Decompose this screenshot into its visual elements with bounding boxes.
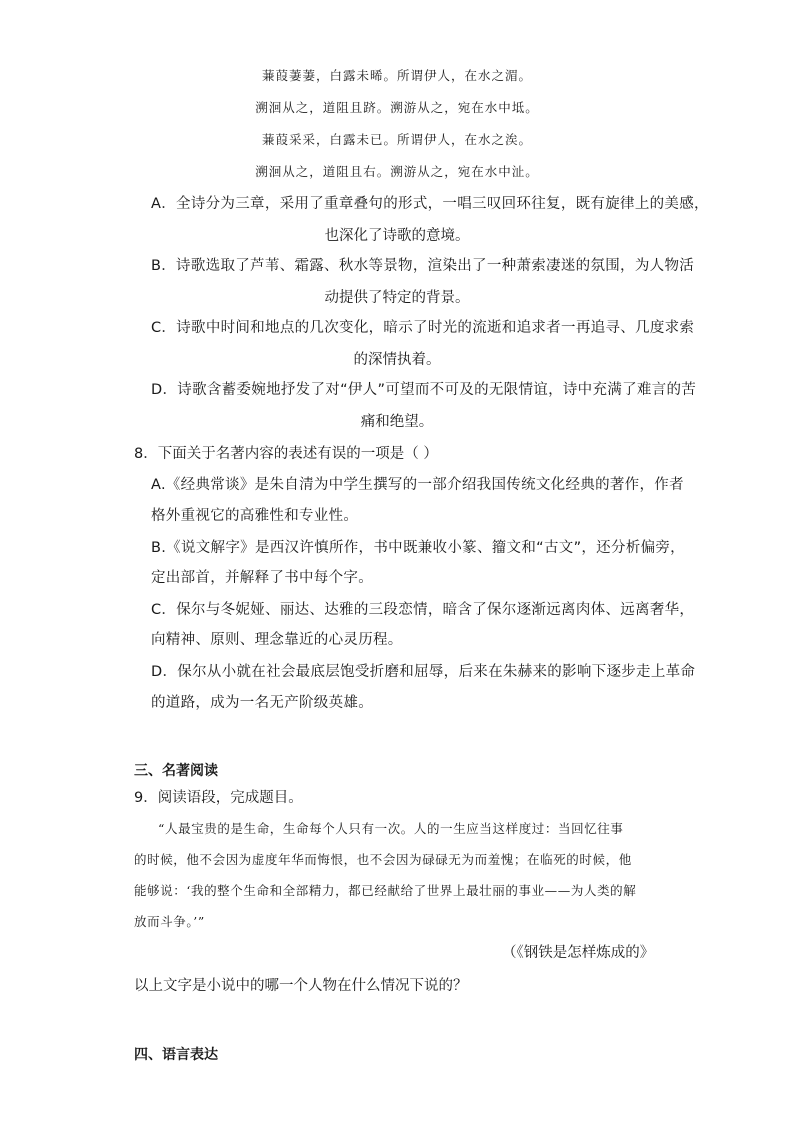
q8-option-b-cont: 定出部首，并解释了书中每个字。 <box>151 570 373 586</box>
poem-line: 蒹葭萋萋，白露未晞。所谓伊人，在水之湄。 <box>261 68 532 83</box>
q8-option-d-cont: 的道路，成为一名无产阶级英雄。 <box>151 695 373 711</box>
section-4-title: 四、语言表达 <box>134 1047 218 1063</box>
q8-option-d: D．保尔从小就在社会最底层饱受折磨和屈辱，后来在朱赫来的影响下逐步走上革命 <box>151 664 696 680</box>
q8-option-c: C．保尔与冬妮娅、丽达、达雅的三段恋情，暗含了保尔逐渐远离肉体、远离奢华， <box>151 602 695 618</box>
q8-option-a-cont: 格外重视它的高雅性和专业性。 <box>151 508 359 524</box>
q7-option-b: B．诗歌选取了芦苇、霜露、秋水等景物，渲染出了一种萧索凄迷的氛围，为人物活 <box>151 258 695 274</box>
q7-option-b-cont: 动提供了特定的背景。 <box>324 290 470 306</box>
q7-option-d-cont: 痛和绝望。 <box>360 414 434 430</box>
q7-option-d: D．诗歌含蓄委婉地抒发了对“伊人”可望而不可及的无限情谊，诗中充满了难言的苦 <box>151 382 697 398</box>
poem-line: 蒹葭采采，白露未已。所谓伊人，在水之涘。 <box>261 132 532 147</box>
poem-line: 溯洄从之，道阻且右。溯游从之，宛在水中沚。 <box>255 164 539 179</box>
quote-line: 能够说：‘我的整个生命和全部精力，都已经献给了世界上最壮丽的事业——为人类的解 <box>134 883 637 898</box>
poem-line: 溯洄从之，道阻且跻。溯游从之，宛在水中坻。 <box>255 100 539 115</box>
q7-option-a: A．全诗分为三章，采用了重章叠句的形式，一唱三叹回环往复，既有旋律上的美感， <box>151 196 709 212</box>
q9-question: 以上文字是小说中的哪一个人物在什么情况下说的？ <box>134 978 468 994</box>
q8-stem: 8．下面关于名著内容的表述有误的一项是（ ） <box>134 446 438 462</box>
q8-option-b: B.《说文解字》是西汉许慎所作，书中既兼收小篆、籀文和“古文”，还分析偏旁， <box>151 540 685 556</box>
q8-option-a: A.《经典常谈》是朱自清为中学生撰写的一部介绍我国传统文化经典的著作，作者 <box>151 477 684 493</box>
quote-line: “人最宝贵的是生命，生命每个人只有一次。人的一生应当这样度过：当回忆往事 <box>158 821 624 836</box>
q7-option-c-cont: 的深情执着。 <box>353 352 441 368</box>
q8-option-c-cont: 向精神、原则、理念靠近的心灵历程。 <box>151 632 403 648</box>
q7-option-c: C．诗歌中时间和地点的几次变化，暗示了时光的流逝和追求者一再追寻、几度求索 <box>151 320 695 336</box>
section-3-title: 三、名著阅读 <box>134 763 218 779</box>
q9-stem: 9．阅读语段，完成题目。 <box>134 790 303 806</box>
q7-option-a-cont: 也深化了诗歌的意境。 <box>324 228 470 244</box>
quote-source: （《钢铁是怎样炼成的》 <box>502 945 655 961</box>
quote-line: 放而斗争。’” <box>134 914 205 929</box>
quote-line: 的时候，他不会因为虚度年华而悔恨，也不会因为碌碌无为而羞愧；在临死的时候，他 <box>134 852 632 867</box>
